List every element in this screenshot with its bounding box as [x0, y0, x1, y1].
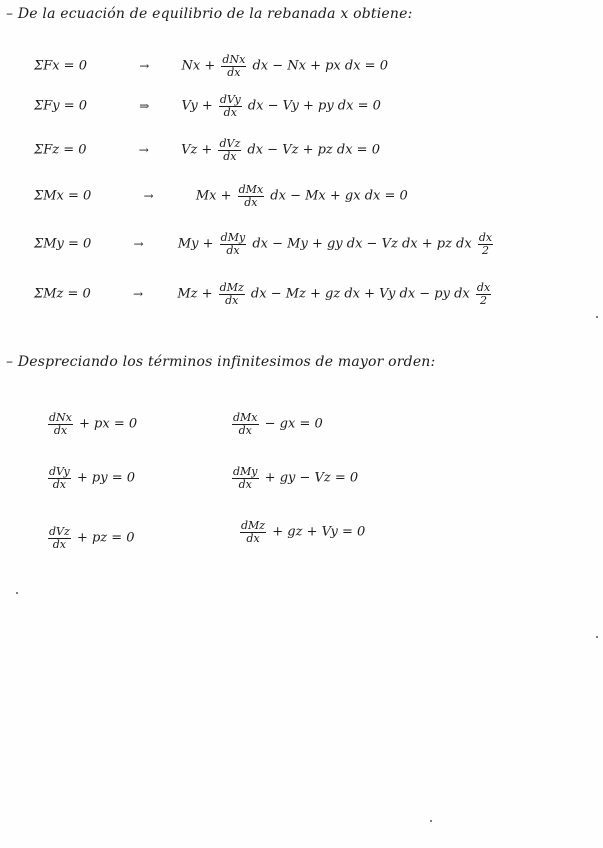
fraction-denominator: dx — [240, 532, 266, 545]
fraction-numerator: dMx — [233, 411, 258, 424]
fraction-denominator: dx — [232, 424, 259, 437]
derivative-fraction — [238, 184, 265, 208]
fraction-denominator: dx — [48, 424, 73, 437]
equation-lhs: ΣMy = 0 — [34, 236, 92, 252]
result-rest: + py = 0 — [76, 470, 136, 486]
fraction-numerator: dNx — [222, 53, 246, 66]
fraction-denominator: 2 — [476, 294, 491, 307]
fraction-denominator: dx — [238, 196, 265, 209]
equation-term: Vy + — [181, 98, 213, 114]
derivative-fraction — [218, 138, 241, 162]
fraction-numerator: dMy — [220, 231, 246, 244]
fraction-numerator: dVy — [49, 465, 70, 478]
heading-equilibrium: – De la ecuación de equilibrio de la rebanada x obtiene: — [6, 6, 413, 22]
fraction-numerator: dMx — [238, 183, 264, 196]
heading-neglecting-terms: – Despreciando los términos infinitesimos de mayor orden: — [6, 354, 436, 370]
fraction-denominator: dx — [221, 66, 246, 79]
fraction-denominator: dx — [219, 294, 245, 307]
equation-rest: dx − Mz + gz dx + Vy dx − py dx — [250, 286, 470, 302]
fraction-numerator: dVy — [219, 93, 241, 106]
fraction-numerator: dNx — [49, 411, 72, 424]
equation-lhs: ΣFz = 0 — [34, 142, 87, 158]
derivative-fraction — [48, 466, 71, 490]
fraction-denominator: dx — [220, 244, 247, 257]
equation-lhs: ΣMx = 0 — [34, 188, 92, 204]
equation-sum-fx — [34, 54, 388, 78]
result-rest: + pz = 0 — [76, 530, 135, 546]
equation-term: Vz + — [181, 142, 213, 158]
fraction-numerator: dMy — [233, 465, 258, 478]
derivative-fraction — [220, 232, 247, 256]
half-dx-fraction — [478, 232, 493, 256]
equation-term: My + — [177, 236, 214, 252]
derivative-fraction — [232, 466, 259, 490]
arrow-icon: → — [133, 286, 144, 301]
fraction-numerator: dx — [476, 281, 491, 294]
arrow-icon: → — [138, 142, 149, 157]
scan-speck — [596, 316, 598, 318]
fraction-numerator: dx — [478, 231, 493, 244]
fraction-denominator: dx — [232, 478, 259, 491]
derivative-fraction — [219, 94, 242, 118]
arrow-icon: → — [139, 58, 150, 73]
equation-lhs: ΣMz = 0 — [34, 286, 91, 302]
equation-rest: dx − My + gy dx − Vz dx + pz dx — [252, 236, 472, 252]
result-dvz — [46, 526, 135, 550]
fraction-denominator: dx — [48, 478, 71, 491]
derivative-fraction — [221, 54, 246, 78]
fraction-numerator: dVz — [49, 525, 70, 538]
equation-sum-mx — [34, 184, 408, 208]
arrow-icon: → — [143, 188, 154, 203]
equation-rest: dx − Vy + py dx = 0 — [247, 98, 381, 114]
arrow-icon: → — [133, 236, 144, 251]
equation-sum-fy — [34, 94, 381, 118]
fraction-numerator: dMz — [219, 281, 244, 294]
fraction-numerator: dVz — [219, 137, 241, 150]
equation-term: Nx + — [181, 58, 216, 74]
derivative-fraction — [240, 520, 266, 544]
fraction-denominator: dx — [48, 538, 71, 551]
result-dmz — [238, 520, 365, 544]
result-rest: + gz + Vy = 0 — [272, 524, 366, 540]
result-rest: − gx = 0 — [264, 416, 323, 432]
fraction-numerator: dMz — [241, 519, 266, 532]
result-dnx — [46, 412, 137, 436]
result-dmy — [230, 466, 358, 490]
equation-rest: dx − Vz + pz dx = 0 — [247, 142, 380, 158]
fraction-denominator: dx — [219, 106, 242, 119]
fraction-denominator: dx — [218, 150, 241, 163]
equation-rest: dx − Mx + gx dx = 0 — [270, 188, 408, 204]
result-dvy — [46, 466, 135, 490]
scan-speck — [596, 636, 598, 638]
result-dmx — [230, 412, 323, 436]
equation-term: Mz + — [177, 286, 213, 302]
result-rest: + px = 0 — [79, 416, 138, 432]
equation-lhs: ΣFy = 0 — [34, 98, 87, 114]
equation-sum-my — [34, 232, 495, 256]
derivative-fraction — [219, 282, 245, 306]
arrow-icon: ⇒ — [139, 98, 150, 113]
equation-lhs: ΣFx = 0 — [34, 58, 87, 74]
equation-term: Mx + — [195, 188, 232, 204]
half-dx-fraction — [476, 282, 491, 306]
derivative-fraction — [48, 526, 71, 550]
equation-sum-fz — [34, 138, 380, 162]
equation-sum-mz — [34, 282, 493, 306]
result-rest: + gy − Vz = 0 — [264, 470, 359, 486]
scan-speck — [430, 820, 432, 822]
scan-speck — [16, 592, 18, 594]
derivative-fraction — [48, 412, 73, 436]
fraction-denominator: 2 — [478, 244, 493, 257]
equation-rest: dx − Nx + px dx = 0 — [252, 58, 388, 74]
derivative-fraction — [232, 412, 259, 436]
